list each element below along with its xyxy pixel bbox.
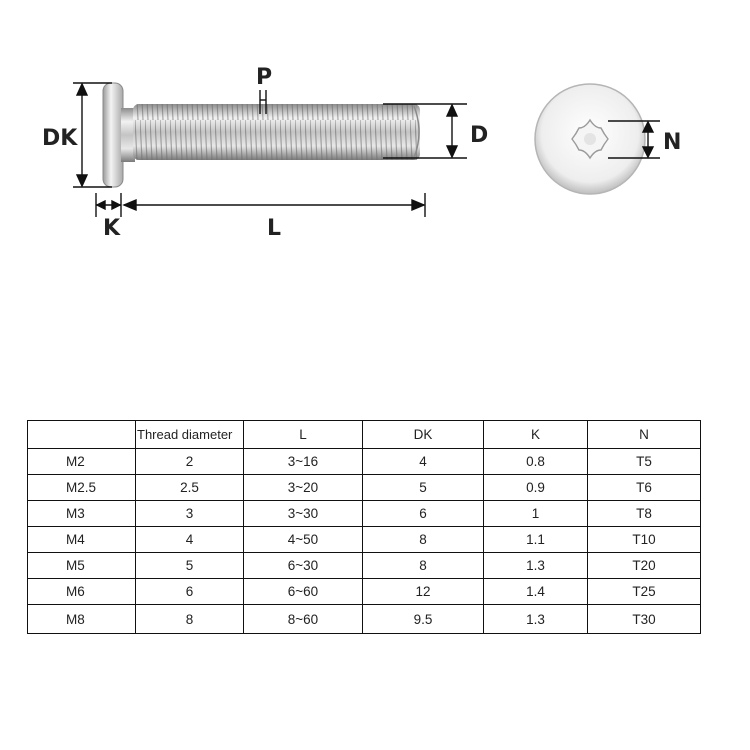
table-cell: T25 — [588, 579, 701, 605]
table-cell: 2 — [136, 449, 244, 475]
k-label: K — [103, 216, 121, 241]
table-cell: 8 — [363, 527, 484, 553]
table-row — [28, 501, 701, 527]
table-cell: 3~16 — [244, 449, 363, 475]
table-cell: 9.5 — [363, 605, 484, 634]
table-cell: T10 — [588, 527, 701, 553]
thread-size-cell: M6 — [28, 579, 136, 605]
table-cell: 6~30 — [244, 553, 363, 579]
table-cell: 4 — [363, 449, 484, 475]
table-cell: 1 — [484, 501, 588, 527]
d-label: D — [470, 123, 489, 148]
table-cell: 1.3 — [484, 605, 588, 634]
table-header-cell: DK — [363, 421, 484, 449]
table-cell: 4~50 — [244, 527, 363, 553]
screw-neck — [121, 108, 135, 162]
table-cell: 1.4 — [484, 579, 588, 605]
table-cell: T30 — [588, 605, 701, 634]
table-header-cell — [28, 421, 136, 449]
table-cell: 6 — [363, 501, 484, 527]
table-cell: 5 — [363, 475, 484, 501]
thread-size-cell: M2 — [28, 449, 136, 475]
table-cell: T6 — [588, 475, 701, 501]
thread-size-cell: M3 — [28, 501, 136, 527]
table-header-cell: Thread diameter — [136, 421, 244, 449]
table-cell: 6~60 — [244, 579, 363, 605]
table-cell: 8 — [136, 605, 244, 634]
thread-size-cell: M2.5 — [28, 475, 136, 501]
table-cell: 0.9 — [484, 475, 588, 501]
table-cell: 3~20 — [244, 475, 363, 501]
table-cell: 8 — [363, 553, 484, 579]
l-dimension — [124, 193, 425, 217]
table-cell: 4 — [136, 527, 244, 553]
screw-spec-table — [27, 420, 701, 634]
l-label: L — [267, 216, 282, 241]
table-cell: T5 — [588, 449, 701, 475]
table-row — [28, 475, 701, 501]
table-cell: 2.5 — [136, 475, 244, 501]
table-header-row — [28, 421, 701, 449]
table-row — [28, 605, 701, 634]
table-cell: 5 — [136, 553, 244, 579]
table-cell: 8~60 — [244, 605, 363, 634]
table-header-cell: N — [588, 421, 701, 449]
n-label: N — [663, 130, 682, 155]
thread-size-cell: M5 — [28, 553, 136, 579]
table-cell: 1.3 — [484, 553, 588, 579]
p-label: P — [256, 65, 273, 90]
table-cell: 1.1 — [484, 527, 588, 553]
dk-label: DK — [42, 126, 78, 151]
screw-side-view — [103, 83, 420, 187]
screw-head-side — [103, 83, 123, 187]
thread-size-cell: M8 — [28, 605, 136, 634]
table-row — [28, 449, 701, 475]
table-header-cell: L — [244, 421, 363, 449]
thread-size-cell: M4 — [28, 527, 136, 553]
table-header-cell: K — [484, 421, 588, 449]
table-cell: 6 — [136, 579, 244, 605]
table-cell: 3~30 — [244, 501, 363, 527]
table-cell: 3 — [136, 501, 244, 527]
table-cell: T8 — [588, 501, 701, 527]
screw-head-top-view — [535, 84, 645, 194]
table-row — [28, 553, 701, 579]
screw-threads — [135, 104, 417, 160]
table-row — [28, 527, 701, 553]
table-cell: 0.8 — [484, 449, 588, 475]
table-cell: 12 — [363, 579, 484, 605]
k-dimension — [96, 193, 121, 217]
table-cell: T20 — [588, 553, 701, 579]
table-row — [28, 579, 701, 605]
